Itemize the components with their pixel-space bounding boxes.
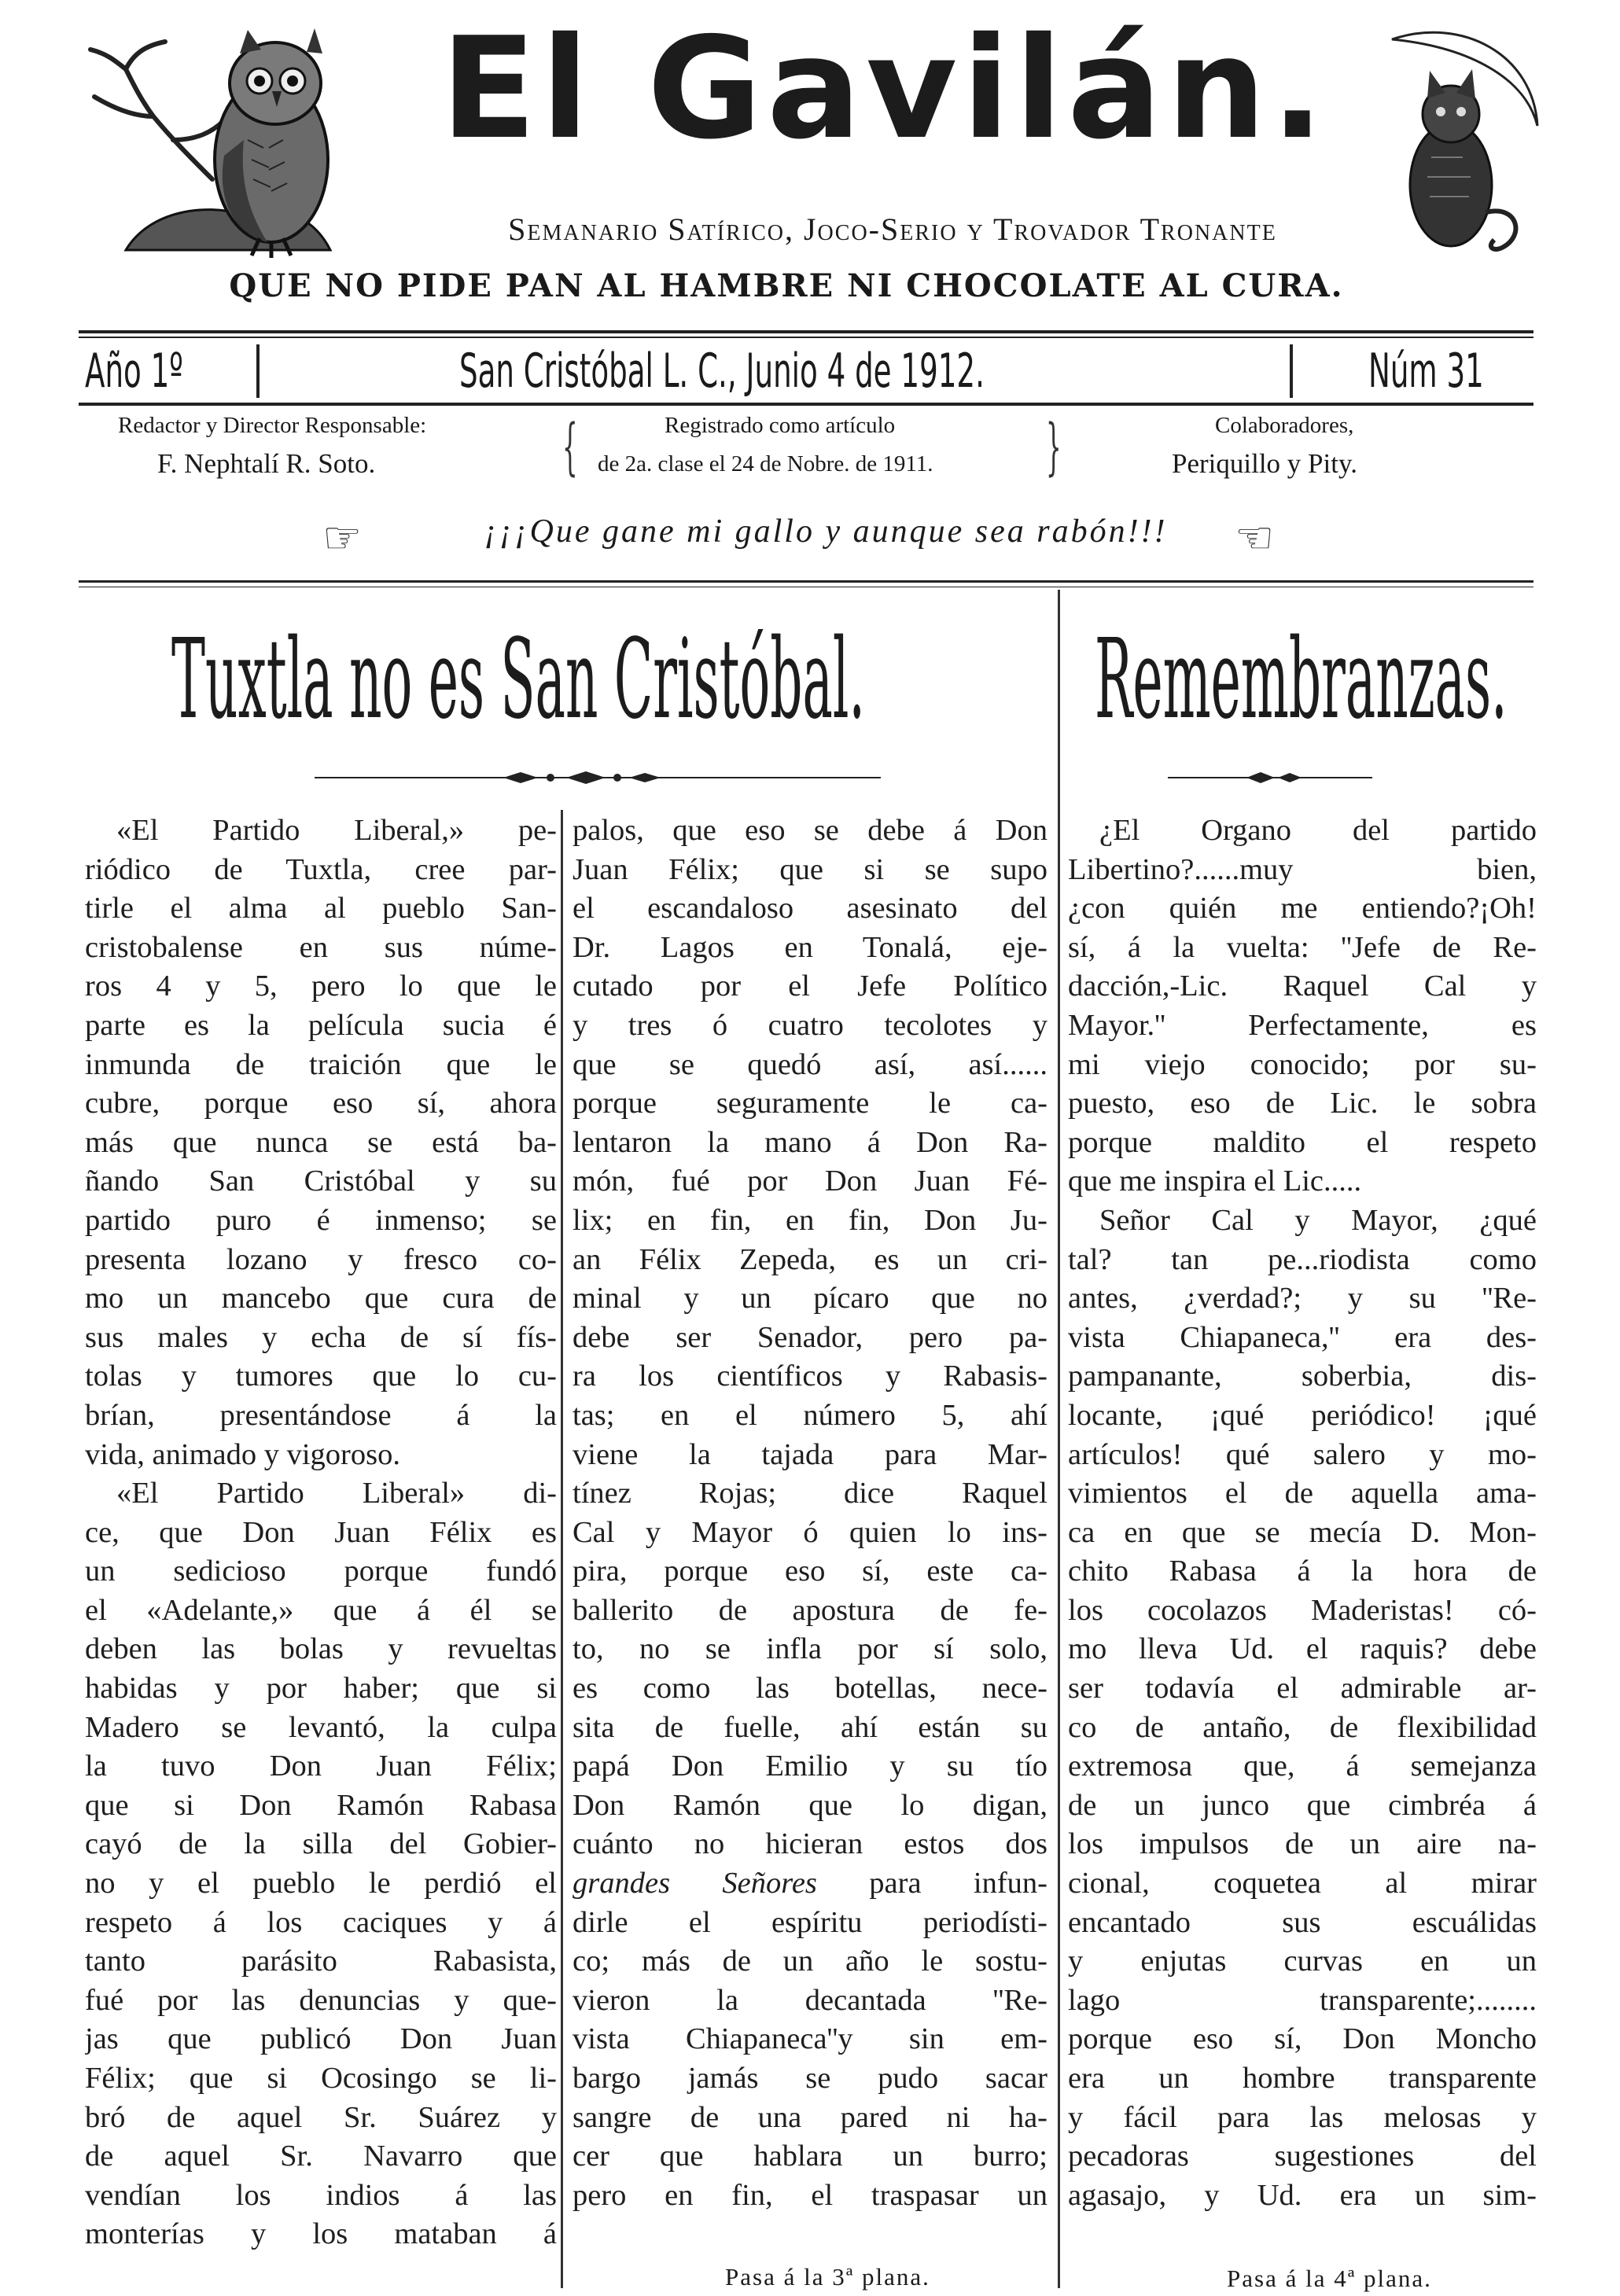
text-line: minal y un pícaro que no (573, 1282, 1047, 1315)
text-line: món, fué por Don Juan Fé- (573, 1165, 1047, 1198)
text-line: tínez Rojas; dice Raquel (573, 1477, 1047, 1510)
text-line: que me inspira el Lic..... (1068, 1165, 1362, 1198)
text-line: porque seguramente le ca- (573, 1087, 1047, 1120)
registry-line-1: Registrado como artículo (665, 413, 896, 438)
text-line: el escandaloso asesinato del (573, 892, 1047, 925)
text-line: puesto, eso de Lic. le sobra (1068, 1087, 1537, 1120)
text-line: dacción,-Lic. Raquel Cal y (1068, 970, 1537, 1003)
text-line: que se quedó así, así...... (573, 1047, 1047, 1081)
text-line: agasajo, y Ud. era un sim- (1068, 2178, 1537, 2212)
text-line: antes, ¿verdad?; y su ''Re- (1068, 1282, 1537, 1315)
text-line: un sedicioso porque fundó (85, 1555, 557, 1588)
collaborators-label: Colaboradores, (1215, 413, 1354, 438)
newspaper-title: El Gavilán. (440, 7, 1329, 170)
slogan: ¡¡¡Que gane mi gallo y aunque sea rabón!!! (484, 513, 1168, 550)
text-line: ra los científicos y Rabasis- (573, 1360, 1047, 1393)
issue-year: Año 1º (85, 344, 183, 399)
text-line: locante, ¡qué periódico! ¡qué (1068, 1398, 1537, 1432)
text-line: Dr. Lagos en Tonalá, eje- (573, 930, 1047, 964)
cat-on-moon-icon (1368, 24, 1549, 259)
article-headline-tuxtla: Tuxtla no es San Cristóbal. (171, 616, 865, 744)
italic-phrase: grandes Señores (573, 1867, 817, 1900)
article-column-1 (85, 811, 557, 2254)
pointing-hand-icon: ☞ (322, 513, 363, 564)
owl-icon (79, 22, 456, 274)
issue-number: Núm 31 (1368, 344, 1484, 399)
text-line: pecadoras sugestiones del (1068, 2140, 1537, 2173)
ornament-divider (315, 769, 881, 786)
divider (79, 403, 1533, 406)
text-line: riódico de Tuxtla, cree par- (85, 852, 557, 886)
article-headline-remembranzas: Remembranzas. (1095, 616, 1508, 744)
article-column-3 (1068, 811, 1537, 2215)
text-line: sí, á la vuelta: ''Jefe de Re- (1068, 930, 1537, 964)
continued-notice: Pasa á la 4ª plana. (1227, 2265, 1432, 2292)
text-line: pampanante, soberbia, dis- (1068, 1360, 1537, 1393)
text-line: bró de aquel Sr. Suárez y (85, 2100, 557, 2134)
text-line: debe ser Senador, pero pa- (573, 1320, 1047, 1354)
text-line: bargo jamás se pudo sacar (573, 2062, 1047, 2095)
text-line: parte es la película sucia é (85, 1008, 557, 1042)
text-line: vista Chiapaneca,'' era des- (1068, 1320, 1537, 1354)
text-line: mo un mancebo que cura de (85, 1282, 557, 1315)
text-line: es como las botellas, nece- (573, 1672, 1047, 1705)
editor-name: F. Nephtalí R. Soto. (157, 448, 376, 479)
text-line: encantado sus escuálidas (1068, 1905, 1537, 1939)
text-line: no y el pueblo le perdió el (85, 1867, 557, 1900)
text-line: y enjutas curvas en un (1068, 1945, 1537, 1978)
text-line: ballerito de apostura de fe- (573, 1593, 1047, 1627)
collaborators-names: Periquillo y Pity. (1172, 448, 1357, 479)
text-line: más que nunca se está ba- (85, 1125, 557, 1159)
divider (79, 580, 1533, 583)
text-line: ca en que se mecía D. Mon- (1068, 1515, 1537, 1549)
text-line: presenta lozano y fresco co- (85, 1242, 557, 1276)
text-line: pero en fin, el traspasar un (573, 2178, 1047, 2212)
newspaper-subtitle: Semanario Satírico, Joco-Serio y Trovador Tronante (508, 212, 1277, 247)
text-line: tolas y tumores que lo cu- (85, 1360, 557, 1393)
text-line: cutado por el Jefe Político (573, 970, 1047, 1003)
column-separator (561, 810, 563, 2288)
text-line: porque maldito el respeto (1068, 1125, 1537, 1159)
text-line: dirle el espíritu periodísti- (573, 1905, 1047, 1939)
issue-bar (79, 340, 1533, 399)
text-line: mi viejo conocido; por su- (1068, 1047, 1537, 1081)
text-line: vida, animado y vigoroso. (85, 1437, 400, 1471)
text-line: cubre, porque eso sí, ahora (85, 1087, 557, 1120)
text-line: la tuvo Don Juan Félix; (85, 1750, 557, 1783)
continued-notice: Pasa á la 3ª plana. (725, 2263, 930, 2290)
text-line: fué por las denuncias y que- (85, 1983, 557, 2017)
text-line: ¿El Organo del partido (1099, 814, 1537, 847)
text-line: brían, presentándose á la (85, 1398, 557, 1432)
text-line: tas; en el número 5, ahí (573, 1398, 1047, 1432)
text-line: que si Don Ramón Rabasa (85, 1788, 557, 1822)
text-line: vieron la decantada ''Re- (573, 1983, 1047, 2017)
text-line: cional, coquetea al mirar (1068, 1867, 1537, 1900)
text-line: extremosa que, á semejanza (1068, 1750, 1537, 1783)
pointing-hand-icon: ☜ (1235, 513, 1275, 564)
text-line: los impulsos de un aire na- (1068, 1827, 1537, 1861)
text-line: el «Adelante,» que á él se (85, 1593, 557, 1627)
text-line: viene la tajada para Mar- (573, 1437, 1047, 1471)
text-line: sangre de una pared ni ha- (573, 2100, 1047, 2134)
text-line: Mayor.'' Perfectamente, es (1068, 1008, 1537, 1042)
brace: { (561, 412, 578, 483)
text-fragment: para infun- (869, 1867, 1047, 1900)
text-line: era un hombre transparente (1068, 2062, 1537, 2095)
text-line: lentaron la mano á Don Ra- (573, 1125, 1047, 1159)
text-line: mo lleva Ud. el raquis? debe (1068, 1632, 1537, 1666)
text-line: de aquel Sr. Navarro que (85, 2140, 557, 2173)
text-line: lix; en fin, en fin, Don Ju- (573, 1203, 1047, 1237)
text-line: deben las bolas y revueltas (85, 1632, 557, 1666)
text-line: monterías y los mataban á (85, 2217, 557, 2251)
newspaper-motto: QUE NO PIDE PAN AL HAMBRE NI CHOCOLATE AL CURA. (229, 267, 1344, 304)
text-line: porque eso sí, Don Moncho (1068, 2022, 1537, 2056)
text-line: y fácil para las melosas y (1068, 2100, 1537, 2134)
text-line: chito Rabasa á la hora de (1068, 1555, 1537, 1588)
editor-label: Redactor y Director Responsable: (118, 413, 427, 438)
text-line: Señor Cal y Mayor, ¿qué (1099, 1203, 1537, 1237)
text-line: los cocolazos Maderistas! có- (1068, 1593, 1537, 1627)
text-line: cer que hablara un burro; (573, 2140, 1047, 2173)
text-line: cayó de la silla del Gobier- (85, 1827, 557, 1861)
text-line: tanto parásito Rabasista, (85, 1945, 557, 1978)
divider (79, 330, 1533, 333)
text-line: vista Chiapaneca''y sin em- (573, 2022, 1047, 2056)
text-line: de un junco que cimbréa á (1068, 1788, 1537, 1822)
text-line: jas que publicó Don Juan (85, 2022, 557, 2056)
divider (1290, 344, 1293, 398)
text-line: Madero se levantó, la culpa (85, 1710, 557, 1744)
text-line: vimientos el de aquella ama- (1068, 1477, 1537, 1510)
text-line: ros 4 y 5, pero lo que le (85, 970, 557, 1003)
text-line (573, 1864, 1047, 1904)
divider (256, 344, 260, 398)
ornament-divider (1168, 769, 1372, 786)
text-line: cuánto no hicieran estos dos (573, 1827, 1047, 1861)
text-line: ¿con quién me entiendo?¡Oh! (1068, 892, 1537, 925)
text-line: vendían los indios á las (85, 2178, 557, 2212)
divider (79, 337, 1533, 338)
registry-line-2: de 2a. clase el 24 de Nobre. de 1911. (598, 451, 933, 476)
text-line: inmunda de traición que le (85, 1047, 557, 1081)
column-separator (1058, 590, 1060, 2288)
text-line: Félix; que si Ocosingo se li- (85, 2062, 557, 2095)
text-line: Libertino?......muy bien, (1068, 852, 1537, 886)
text-line: to, no se infla por sí solo, (573, 1632, 1047, 1666)
issue-place-date: San Cristóbal L. C., Junio 4 de 1912. (459, 344, 985, 399)
article-column-2 (573, 811, 1047, 2215)
text-line: sita de fuelle, ahí están su (573, 1710, 1047, 1744)
text-line: habidas y por haber; que si (85, 1672, 557, 1705)
text-line: cristobalense en sus núme- (85, 930, 557, 964)
text-line: tal? tan pe...riodista como (1068, 1242, 1537, 1276)
brace: } (1045, 412, 1062, 483)
text-line: an Félix Zepeda, es un cri- (573, 1242, 1047, 1276)
text-line: artículos! qué salero y mo- (1068, 1437, 1537, 1471)
text-line: ñando San Cristóbal y su (85, 1165, 557, 1198)
text-line: respeto á los caciques y á (85, 1905, 557, 1939)
text-line: ce, que Don Juan Félix es (85, 1515, 557, 1549)
text-line: Don Ramón que lo digan, (573, 1788, 1047, 1822)
text-line: papá Don Emilio y su tío (573, 1750, 1047, 1783)
text-line: tirle el alma al pueblo San- (85, 892, 557, 925)
text-line: pira, porque eso sí, este ca- (573, 1555, 1047, 1588)
text-line: sus males y echa de sí fís- (85, 1320, 557, 1354)
text-line: y tres ó cuatro tecolotes y (573, 1008, 1047, 1042)
text-line: partido puro é inmenso; se (85, 1203, 557, 1237)
text-line: «El Partido Liberal» di- (116, 1477, 557, 1510)
text-line: co; más de un año le sostu- (573, 1945, 1047, 1978)
text-line: palos, que eso se debe á Don (573, 814, 1047, 847)
text-line: co de antaño, de flexibilidad (1068, 1710, 1537, 1744)
text-line: lago transparente;........ (1068, 1983, 1537, 2017)
text-line: ser todavía el admirable ar- (1068, 1672, 1537, 1705)
text-line: Cal y Mayor ó quien lo ins- (573, 1515, 1047, 1549)
text-line: «El Partido Liberal,» pe- (116, 814, 557, 847)
text-line: Juan Félix; que si se supo (573, 852, 1047, 886)
